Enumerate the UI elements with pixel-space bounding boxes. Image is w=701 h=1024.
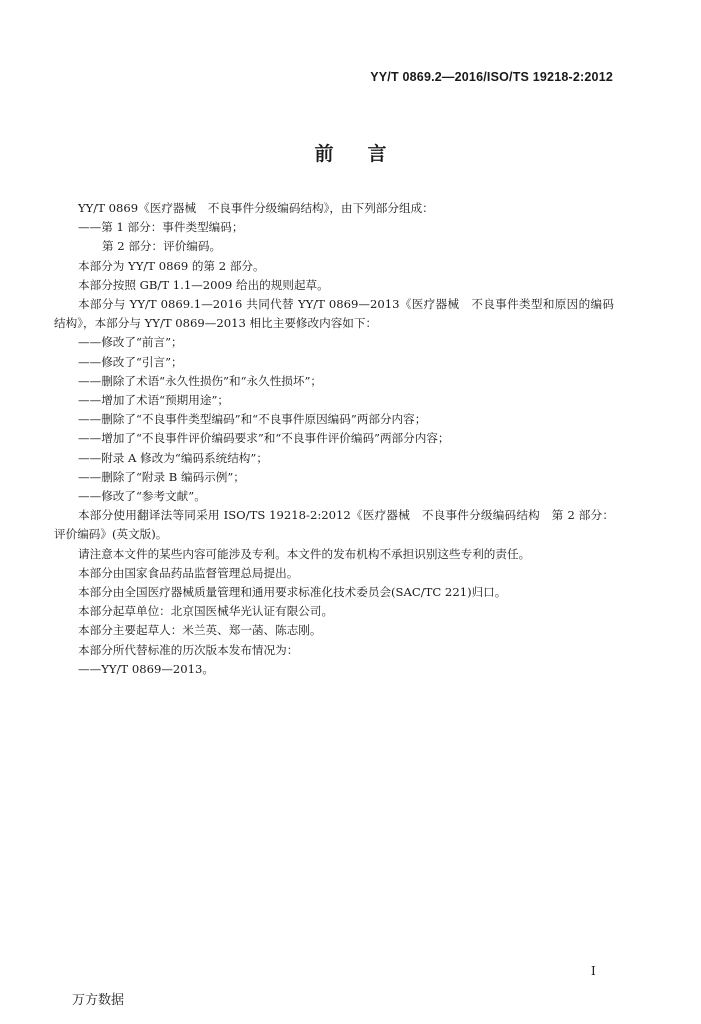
paragraph: YY/T 0869《医疗器械 不良事件分级编码结构》，由下列部分组成： — [78, 201, 434, 215]
page-number: I — [591, 964, 596, 978]
paragraph: 本部分使用翻译法等同采用 ISO/TS 19218-2:2012《医疗器械 不良事件分级编码结构 第 2 部分：评价编码》(英文版)。 — [54, 508, 614, 542]
list-item: 第 2 部分：评价编码。 — [102, 239, 222, 254]
paragraph: 本部分主要起草人：米兰英、郑一菡、陈志刚。 — [78, 623, 322, 638]
list-item: ——修改了“引言”； — [78, 354, 183, 369]
list-item: ——修改了“前言”； — [78, 335, 183, 350]
paragraph: 本部分由国家食品药品监督管理总局提出。 — [78, 565, 299, 580]
list-item: ——增加了术语“预期用途”； — [78, 393, 229, 408]
list-item: ——YY/T 0869—2013。 — [78, 661, 215, 676]
paragraph: 请注意本文件的某些内容可能涉及专利。本文件的发布机构不承担识别这些专利的责任。 — [78, 546, 531, 561]
list-item: ——删除了“附录 B 编码示例”； — [78, 469, 245, 484]
list-item: ——删除了“不良事件类型编码”和“不良事件原因编码”两部分内容； — [78, 412, 427, 427]
paragraph: 本部分由全国医疗器械质量管理和通用要求标准化技术委员会(SAC/TC 221)归口。 — [78, 585, 507, 600]
list-item: ——增加了“不良事件评价编码要求”和“不良事件评价编码”两部分内容； — [78, 431, 450, 446]
paragraph: 本部分起草单位：北京国医械华光认证有限公司。 — [78, 604, 334, 619]
list-item: ——第 1 部分：事件类型编码； — [78, 220, 244, 235]
paragraph: 本部分与 YY/T 0869.1—2016 共同代替 YY/T 0869—2013《医疗器械 不良事件类型和原因的编码结构》，本部分与 YY/T 0869—2013 相比主要修改内容如下： — [54, 297, 614, 331]
list-item: ——删除了术语“永久性损伤”和“永久性损坏”； — [78, 373, 322, 388]
paragraph: 本部分为 YY/T 0869 的第 2 部分。 — [78, 258, 265, 273]
paragraph: 本部分按照 GB/T 1.1—2009 给出的规则起草。 — [78, 277, 329, 292]
page-title: 前言 — [314, 143, 421, 165]
document-body — [54, 199, 614, 679]
watermark-text: 万方数据 — [72, 993, 125, 1008]
standard-code: YY/T 0869.2—2016/ISO/TS 19218-2:2012 — [370, 70, 613, 84]
list-item: ——附录 A 修改为“编码系统结构”； — [78, 450, 268, 465]
paragraph: 本部分所代替标准的历次版本发布情况为： — [78, 642, 299, 657]
list-item: ——修改了“参考文献”。 — [78, 489, 206, 504]
